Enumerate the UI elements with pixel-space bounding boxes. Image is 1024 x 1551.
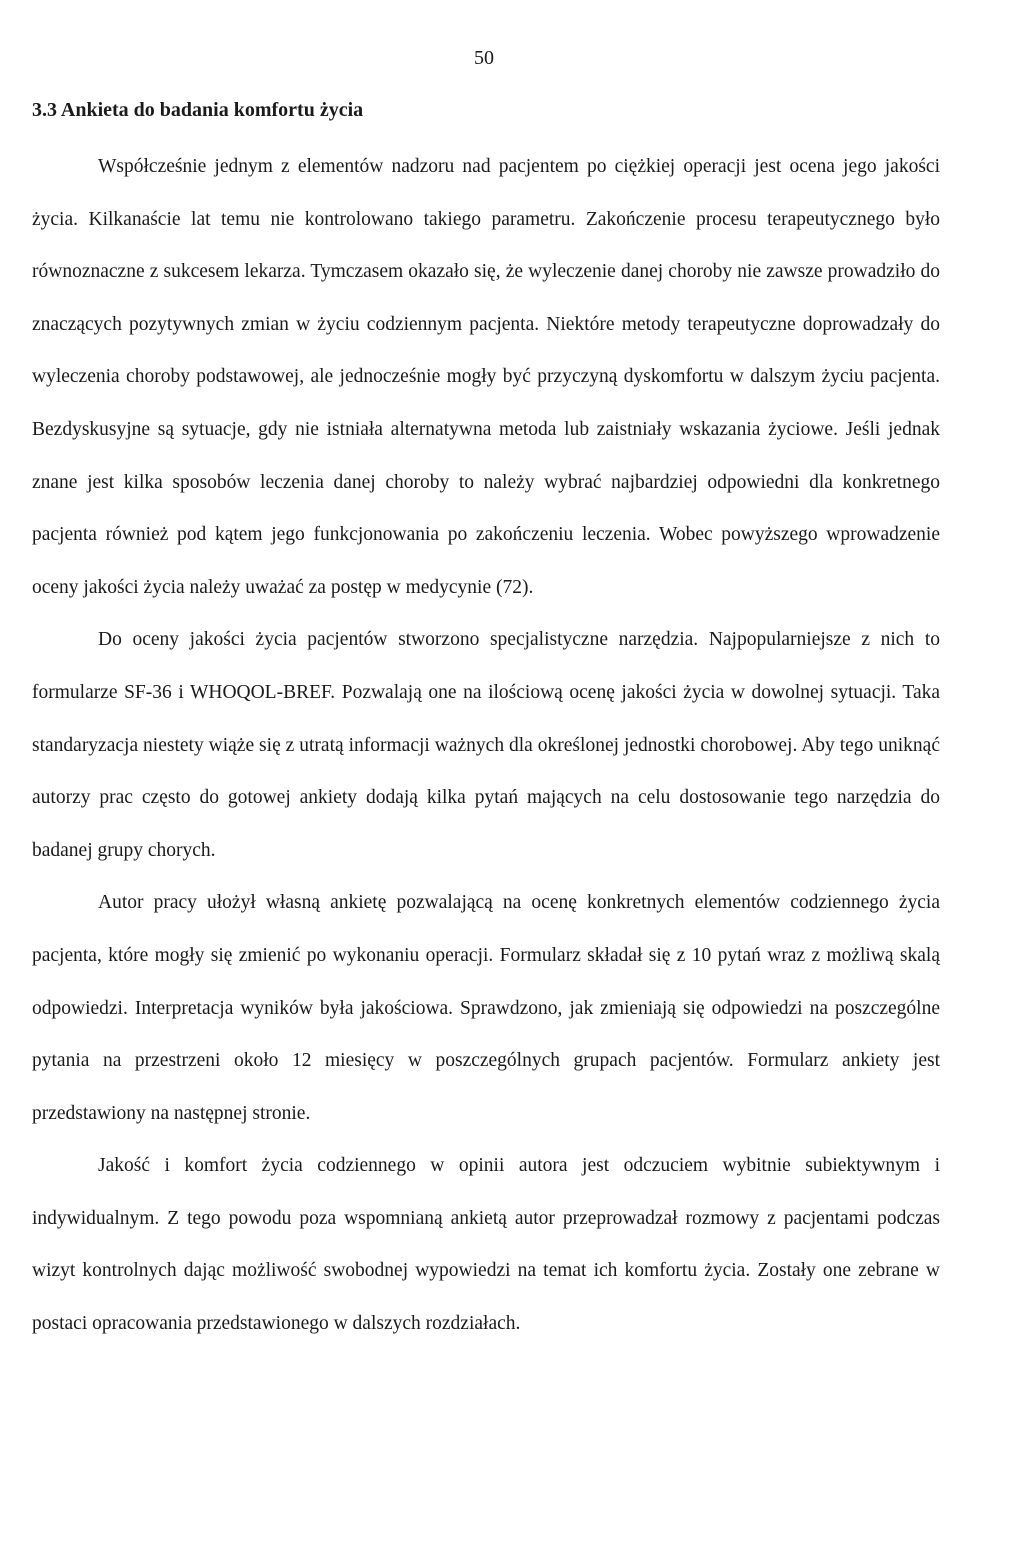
paragraph-2: Do oceny jakości życia pacjentów stworzono specjalistyczne narzędzia. Najpopularniejsze z nich to formularze SF-36 i WHOQOL-BREF. Pozwalają one na ilościową ocenę jakości życia w dowolnej sytuacji. Taka standaryzacja niestety wiąże się z utratą informacji ważnych dla określonej jednostki chorobowej. Aby tego uniknąć autorzy prac często do gotowej ankiety dodają kilka pytań mających na celu dostosowanie tego narzędzia do badanej grupy chorych. bbox=[32, 629, 940, 861]
section-body bbox=[32, 141, 940, 1351]
paragraph-1: Współcześnie jednym z elementów nadzoru nad pacjentem po ciężkiej operacji jest ocena jego jakości życia. Kilkanaście lat temu nie kontrolowano takiego parametru. Zakończenie procesu terapeutycznego było równoznaczne z sukcesem lekarza. Tymczasem okazało się, że wyleczenie danej choroby nie zawsze prowadziło do znaczących pozytywnych zmian w życiu codziennym pacjenta. Niektóre metody terapeutyczne doprowadzały do wyleczenia choroby podstawowej, ale jednocześnie mogły być przyczyną dyskomfortu w dalszym życiu pacjenta. Bezdyskusyjne są sytuacje, gdy nie istniała alternatywna metoda lub zaistniały wskazania życiowe. Jeśli jednak znane jest kilka sposobów leczenia danej choroby to należy wybrać najbardziej odpowiedni dla konkretnego pacjenta również pod kątem jego funkcjonowania po zakończeniu leczenia. Wobec powyższego wprowadzenie oceny jakości życia należy uważać za postęp w medycynie (72). bbox=[32, 156, 940, 598]
paragraph-4: Jakość i komfort życia codziennego w opinii autora jest odczuciem wybitnie subiektywnym i indywidualnym. Z tego powodu poza wspomnianą ankietą autor przeprowadzał rozmowy z pacjentami podczas wizyt kontrolnych dając możliwość swobodnej wypowiedzi na temat ich komfortu życia. Zostały one zebrane w postaci opracowania przedstawionego w dalszych rozdziałach. bbox=[32, 1155, 940, 1335]
page-number: 50 bbox=[474, 47, 494, 69]
paragraph-3: Autor pracy ułożył własną ankietę pozwalającą na ocenę konkretnych elementów codziennego życia pacjenta, które mogły się zmienić po wykonaniu operacji. Formularz składał się z 10 pytań wraz z możliwą skalą odpowiedzi. Interpretacja wyników była jakościowa. Sprawdzono, jak zmieniają się odpowiedzi na poszczególne pytania na przestrzeni około 12 miesięcy w poszczególnych grupach pacjentów. Formularz ankiety jest przedstawiony na następnej stronie. bbox=[32, 892, 940, 1124]
section-heading: 3.3 Ankieta do badania komfortu życia bbox=[32, 99, 364, 121]
